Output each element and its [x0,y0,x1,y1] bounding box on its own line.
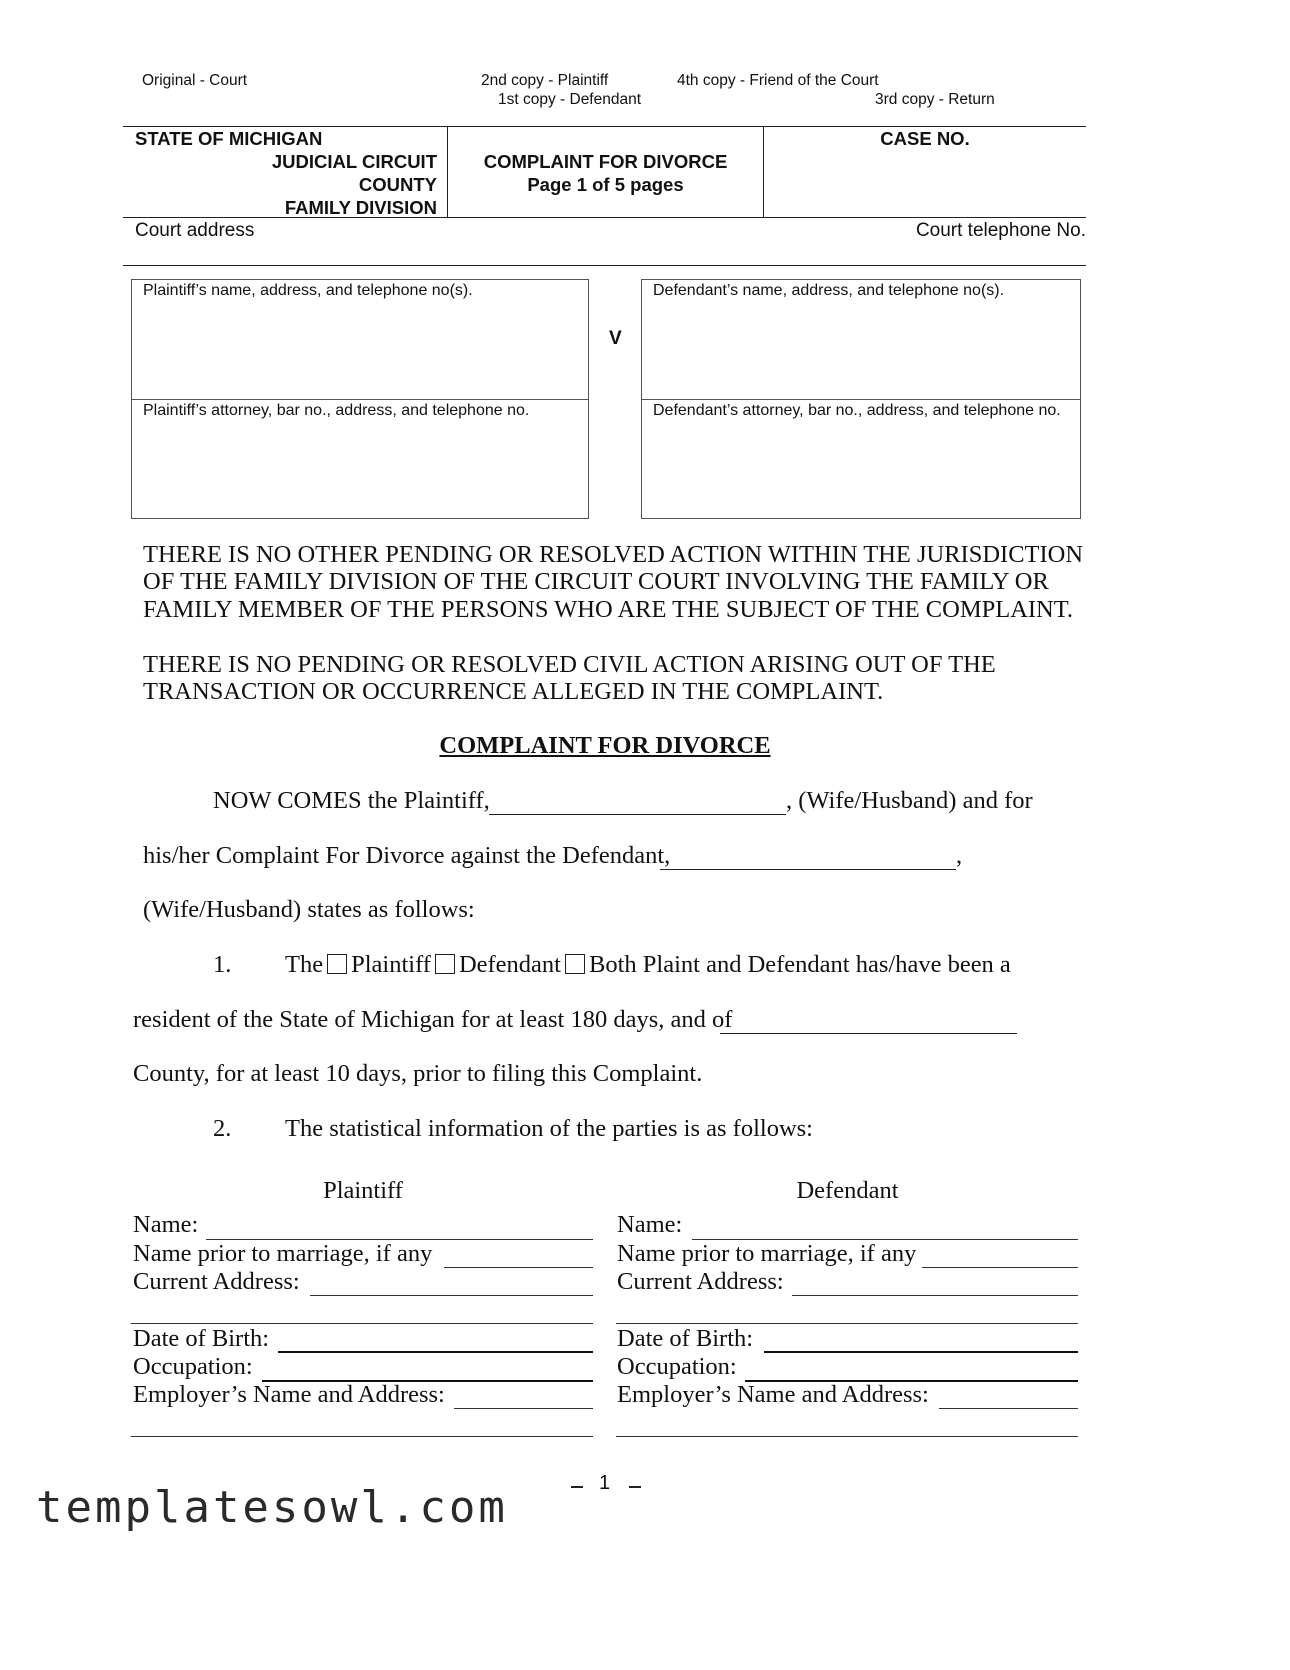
item-1-the: The [285,951,324,978]
complaint-against-text: his/her Complaint For Divorce against the Defendant, [143,842,671,869]
defendant-dob-field[interactable] [764,1351,1078,1353]
defendant-address-label: Current Address: [617,1268,784,1295]
plaintiff-dob-field[interactable] [278,1351,593,1353]
copy-fourth: 4th copy - Friend of the Court [677,72,879,89]
plaintiff-address-field-2[interactable] [131,1323,593,1324]
statement-2-line-1: THERE IS NO PENDING OR RESOLVED CIVIL ACTION ARISING OUT OF THE [143,651,996,678]
resident-text: resident of the State of Michigan for at least 180 days, and of [133,1006,733,1033]
both-option-label: Both Plaint and Defendant has/have been a [589,951,1011,978]
plaintiff-employer-field[interactable] [454,1408,593,1409]
statement-1-line-1: THERE IS NO OTHER PENDING OR RESOLVED ACTION WITHIN THE JURISDICTION [143,541,1084,568]
now-comes-text: NOW COMES the Plaintiff, [213,787,490,814]
versus-label: V [609,328,622,349]
statement-2-line-2: TRANSACTION OR OCCURRENCE ALLEGED IN THE COMPLAINT. [143,678,884,705]
county-label: COUNTY [358,174,437,195]
statement-1-line-3: FAMILY MEMBER OF THE PERSONS WHO ARE THE SUBJECT OF THE COMPLAINT. [143,596,1074,623]
wife-husband-for-text: , (Wife/Husband) and for [786,787,1033,814]
copy-second: 2nd copy - Plaintiff [481,72,609,89]
plaintiff-address-label: Current Address: [133,1268,300,1295]
page-dash-left [571,1486,583,1488]
defendant-employer-field[interactable] [939,1408,1078,1409]
county-name-blank[interactable] [720,1033,1017,1034]
division-label: FAMILY DIVISION [284,197,437,218]
page-dash-right [629,1486,641,1488]
court-phone-label: Court telephone No. [915,220,1086,241]
statement-1-line-2: OF THE FAMILY DIVISION OF THE CIRCUIT COURT INVOLVING THE FAMILY OR [143,568,1049,595]
header-divider-2 [763,126,764,218]
plaintiff-heading: Plaintiff [323,1177,403,1204]
court-info-rule [123,265,1086,266]
defendant-attorney-label: Defendant’s attorney, bar no., address, and telephone no. [653,402,1061,419]
plaintiff-employer-label: Employer’s Name and Address: [133,1381,445,1408]
defendant-dob-label: Date of Birth: [617,1325,754,1352]
page-number: 1 [599,1472,611,1494]
defendant-prior-name-field[interactable] [922,1267,1078,1268]
plaintiff-box[interactable] [131,279,589,400]
plaintiff-prior-name-label: Name prior to marriage, if any [133,1240,433,1267]
header-bottom-rule [123,217,1086,218]
defendant-box-label: Defendant’s name, address, and telephone no(s). [653,282,1005,299]
defendant-prior-name-label: Name prior to marriage, if any [617,1240,917,1267]
defendant-option-label: Defendant [458,951,561,978]
watermark-text: templatesowl.com [36,1482,508,1533]
form-title: COMPLAINT FOR DIVORCE [483,151,728,172]
plaintiff-dob-label: Date of Birth: [133,1325,270,1352]
complaint-title: COMPLAINT FOR DIVORCE [439,732,771,759]
plaintiff-option-label: Plaintiff [351,951,431,978]
plaintiff-name-blank[interactable] [489,814,786,815]
plaintiff-checkbox[interactable] [327,954,347,974]
plaintiff-attorney-label: Plaintiff’s attorney, bar no., address, and telephone no. [143,402,530,419]
plaintiff-occupation-label: Occupation: [133,1353,253,1380]
header-top-rule [123,126,1086,127]
plaintiff-name-label: Name: [133,1211,199,1238]
defendant-employer-field-2[interactable] [616,1436,1078,1437]
page-info: Page 1 of 5 pages [527,174,684,195]
defendant-box[interactable] [641,279,1081,400]
states-follows-text: (Wife/Husband) states as follows: [143,896,475,923]
defendant-occupation-label: Occupation: [617,1353,737,1380]
defendant-heading: Defendant [796,1177,899,1204]
defendant-checkbox[interactable] [435,954,455,974]
header-divider-1 [447,126,448,218]
state-label: STATE OF MICHIGAN [135,128,323,149]
item-2-number: 2. [213,1115,232,1142]
circuit-label: JUDICIAL CIRCUIT [271,151,437,172]
plaintiff-employer-field-2[interactable] [131,1436,593,1437]
defendant-employer-label: Employer’s Name and Address: [617,1381,929,1408]
copy-original: Original - Court [142,72,248,89]
comma-text: , [956,842,963,869]
defendant-address-field[interactable] [792,1295,1078,1296]
item-1-row [285,951,1011,979]
plaintiff-attorney-box[interactable] [131,399,589,519]
defendant-name-blank[interactable] [660,869,956,870]
plaintiff-address-field[interactable] [310,1295,593,1296]
copy-first: 1st copy - Defendant [498,91,642,108]
item-1-number: 1. [213,951,232,978]
case-no-label: CASE NO. [880,128,970,149]
defendant-address-field-2[interactable] [616,1323,1078,1324]
defendant-attorney-box[interactable] [641,399,1081,519]
item-2-text: The statistical information of the parties is as follows: [285,1115,813,1142]
court-address-label: Court address [135,220,255,241]
plaintiff-prior-name-field[interactable] [444,1267,593,1268]
both-checkbox[interactable] [565,954,585,974]
copy-third: 3rd copy - Return [875,91,995,108]
plaintiff-box-label: Plaintiff’s name, address, and telephone no(s). [143,282,473,299]
defendant-name-label: Name: [617,1211,683,1238]
county-text: County, for at least 10 days, prior to filing this Complaint. [133,1060,703,1087]
